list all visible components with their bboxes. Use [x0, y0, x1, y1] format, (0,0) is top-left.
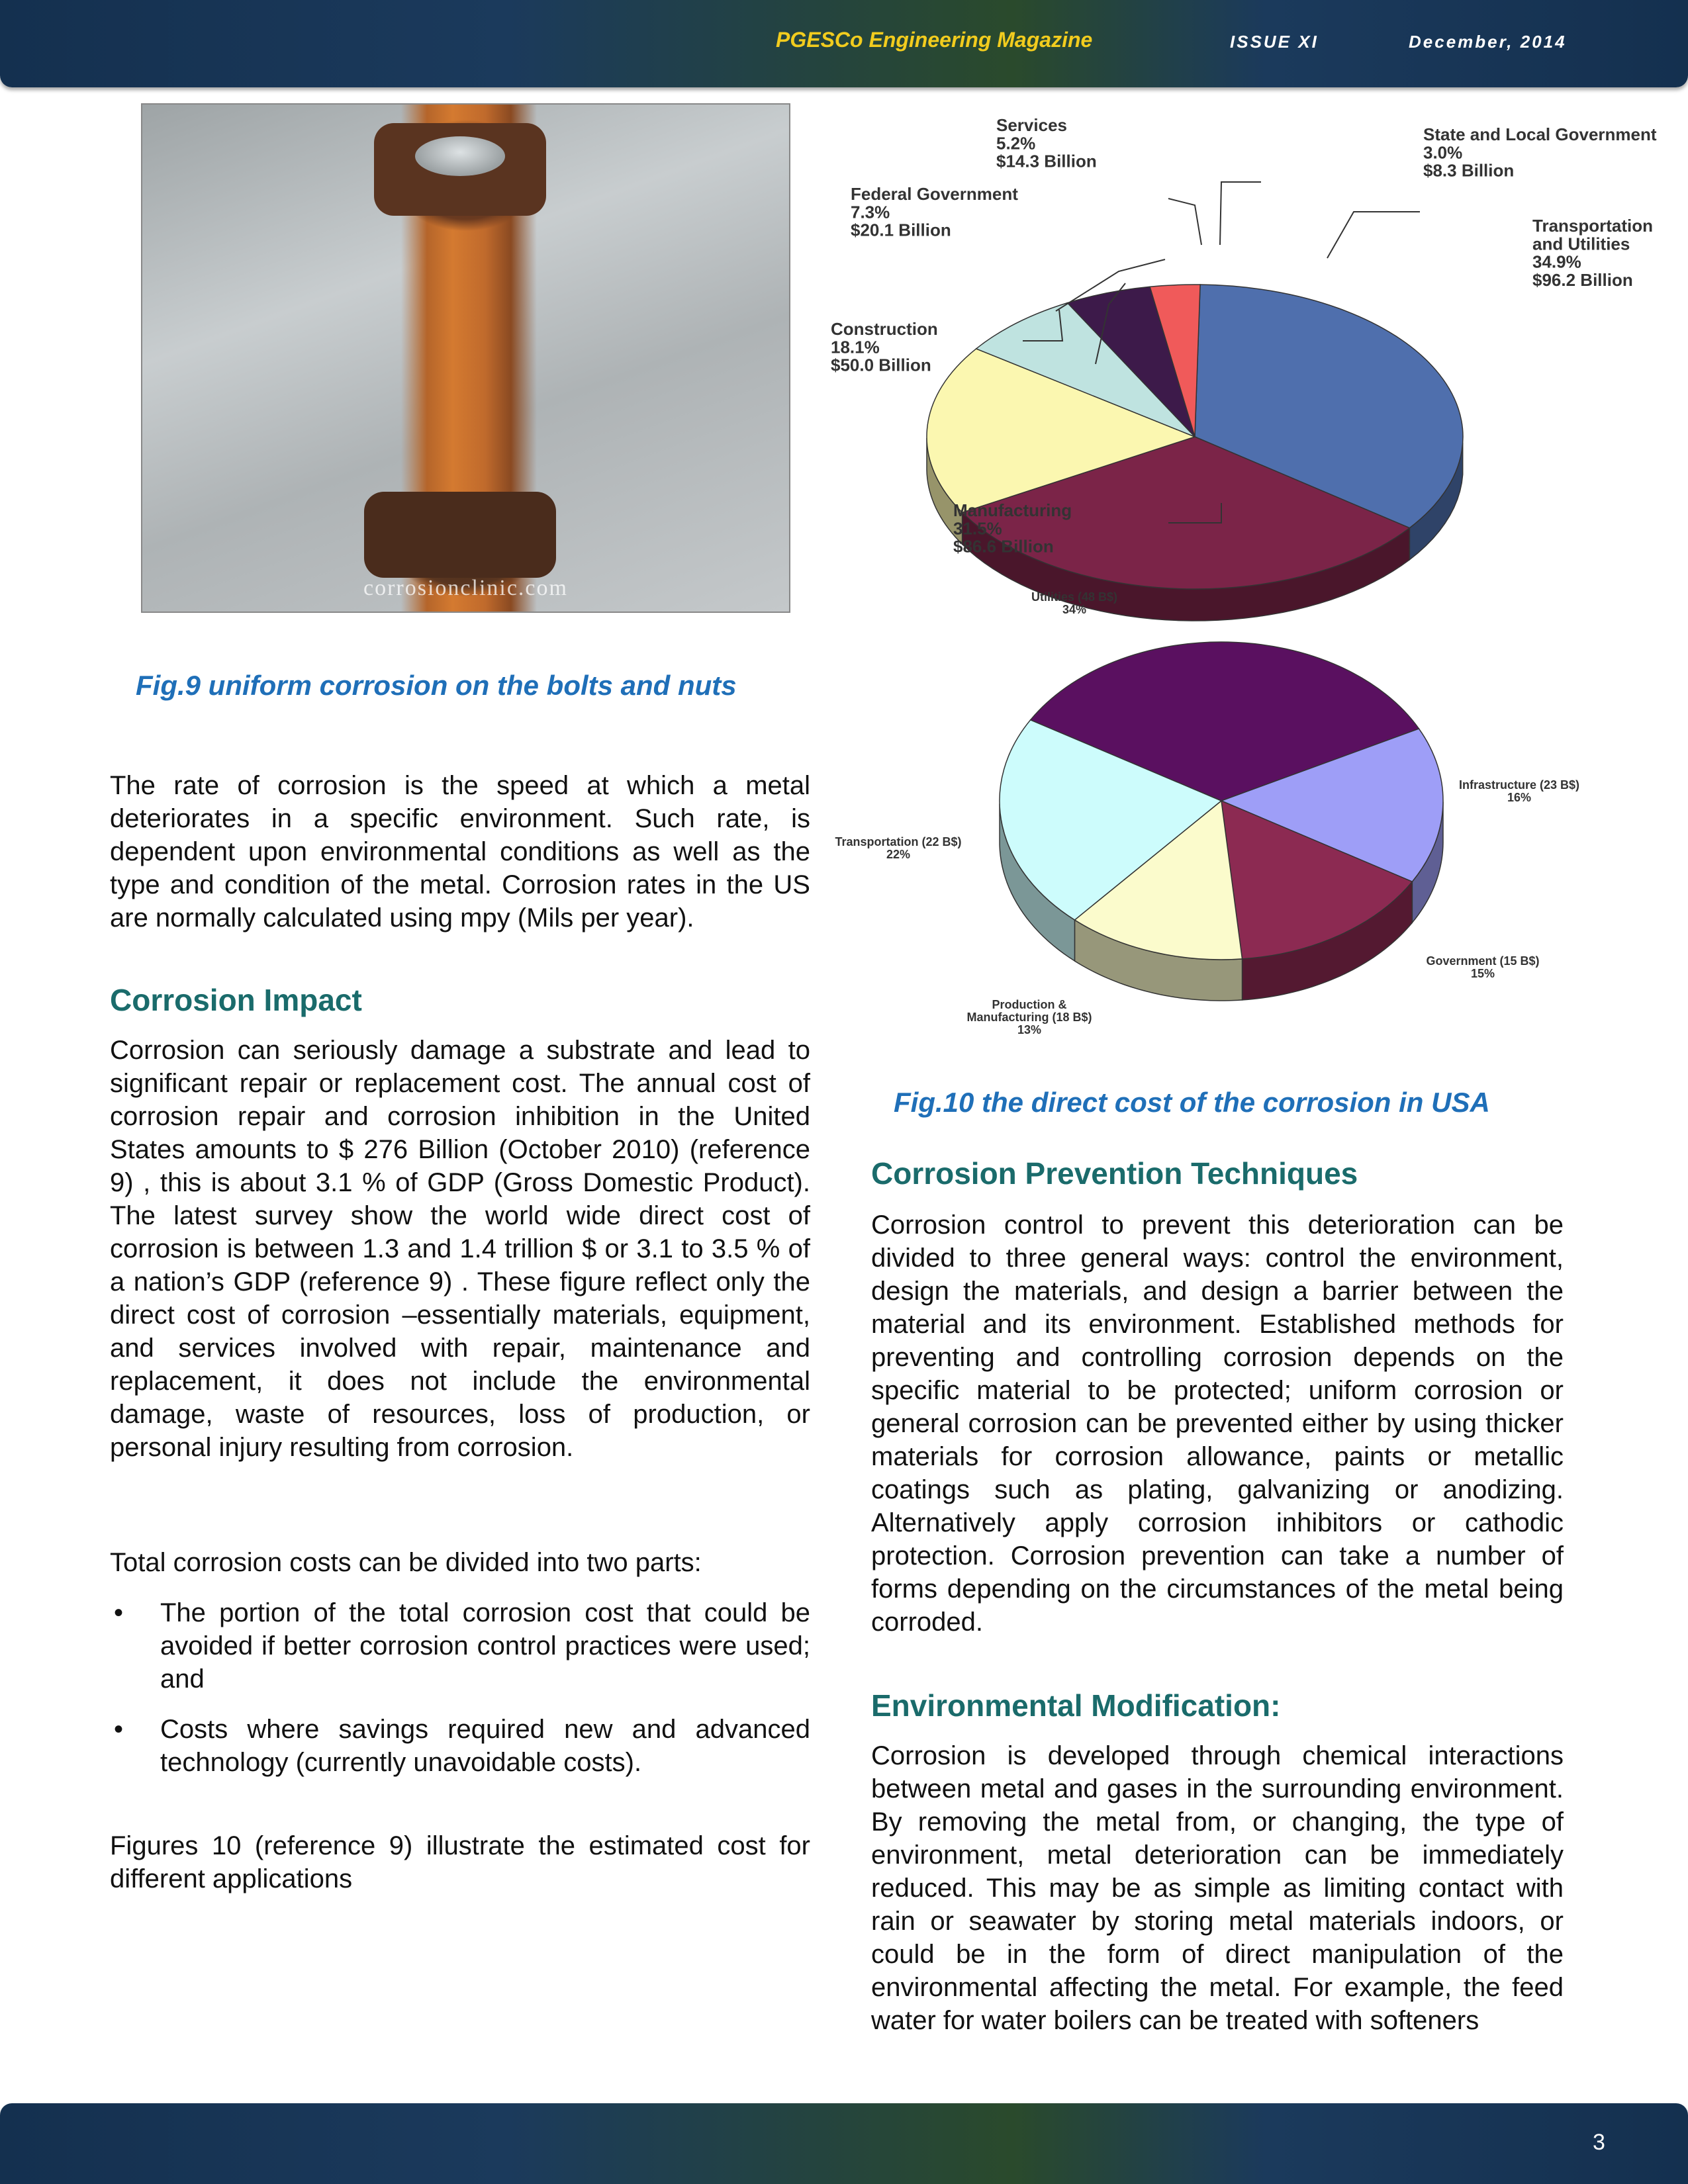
cost-parts-paragraph: Total corrosion costs can be divided into two parts: [110, 1548, 702, 1577]
corroded-bolts-photo [141, 103, 790, 613]
top-bolt [374, 123, 546, 216]
pie-chart-sectors [824, 106, 1657, 582]
label-services: Services 5.2% $14.3 Billion [996, 115, 1097, 171]
label-construction: Construction 18.1% $50.0 Billion [831, 319, 938, 375]
label-infrastructure: Infrastructure (23 B$) 16% [1458, 778, 1580, 804]
photo-watermark: corrosionclinic.com [363, 576, 568, 600]
impact-paragraph: Corrosion can seriously damage a substrate and lead to significant repair or replacement cost. The annual cost of corrosion repair and corrosion inhibition in the United States amounts to $ 276 Billion (October 2010) (reference 9) , this is about 3.1 % of GDP (Gross Domestic Product). The latest survey show the world wide direct cost of corrosion is between 1.3 and 1.4 trillion $ or 3.1 to 3.5 % of a nation’s GDP (reference 9) . These figure reflect only the direct cost of corrosion –essentially materials, equipment, and services involved with repair, maintenance and replacement, it does not include the environmental damage, waste of resources, loss of production, or personal injury resulting from corrosion. [110, 1036, 810, 1462]
environment-paragraph: Corrosion is developed through chemical interactions between metal and gases in the surrounding environment. By removing the metal from, or changing, the type of environment, metal deterioration can be immediately reduced. This may be as simple as limiting contact with rain or seawater by storing metal materials indoors, or could be in the form of direct manipulation of the environmental affecting the metal. For example, the feed water for water boilers can be treated with softeners [871, 1741, 1564, 2035]
fig9-caption: Fig.9 uniform corrosion on the bolts and nuts [136, 670, 737, 701]
label-federal-government: Federal Government 7.3% $20.1 Billion [851, 184, 1018, 240]
bullet-icon: • [114, 1715, 124, 1744]
label-utilities: Utilities (48 B$) 34% [1031, 590, 1118, 616]
rate-paragraph: The rate of corrosion is the speed at which a metal deteriorates in a specific environment. Such rate, is dependent upon environmental conditions as well as the type and condition of the metal. Corrosion rates in the US are normally calculated using mpy (Mils per year). [110, 771, 810, 933]
heading-environmental-modification: Environmental Modification: [871, 1688, 1281, 1723]
heading-corrosion-impact: Corrosion Impact [110, 983, 362, 1017]
label-transportation: Transportation (22 B$) 22% [835, 835, 962, 861]
figures-paragraph: Figures 10 (reference 9) illustrate the estimated cost for different applications [110, 1831, 810, 1893]
label-transportation-utilities: Transportation and Utilities 34.9% $96.2 Billion [1532, 216, 1654, 290]
heading-prevention: Corrosion Prevention Techniques [871, 1156, 1358, 1191]
bullet-icon: • [114, 1598, 124, 1627]
issue-date: December, 2014 [1409, 32, 1567, 52]
pie-chart-applications [824, 582, 1595, 1072]
fig10-caption: Fig.10 the direct cost of the corrosion in USA [894, 1087, 1490, 1118]
list-item: • Costs where savings required new and advanced technology (currently unavoidable costs). [110, 1713, 810, 1779]
bottom-bolt [364, 492, 556, 578]
label-state-local-government: State and Local Government 3.0% $8.3 Billion [1423, 124, 1657, 181]
page-number: 3 [1593, 2130, 1605, 2155]
magazine-title: PGESCo Engineering Magazine [776, 28, 1093, 52]
label-manufacturing: Manufacturing 31.5% $86.6 Billion [953, 500, 1072, 557]
cost-parts-list [110, 1596, 810, 1779]
label-production-manufacturing: Production & Manufacturing (18 B$) 13% [966, 998, 1092, 1036]
footer-band [0, 2103, 1688, 2184]
issue-label: ISSUE XI [1230, 32, 1319, 52]
label-government: Government (15 B$) 15% [1426, 954, 1540, 980]
prevention-paragraph: Corrosion control to prevent this deterioration can be divided to three general ways: control the environment, design the materials, and design a barrier between the material and its environment. Established methods for preventing and controlling corrosion depends on the specific material to be protected; uniform corrosion or general corrosion can be prevented either by using thicker materials for corrosion allowance, paints or metallic coatings such as plating, galvanizing or anodizing. Alternatively apply corrosion inhibitors or cathodic protection. Corrosion prevention can take a number of forms depending on the circumstances of the metal being corroded. [871, 1210, 1564, 1637]
list-item: • The portion of the total corrosion cost that could be avoided if better corrosion control practices were used; and [110, 1596, 810, 1696]
